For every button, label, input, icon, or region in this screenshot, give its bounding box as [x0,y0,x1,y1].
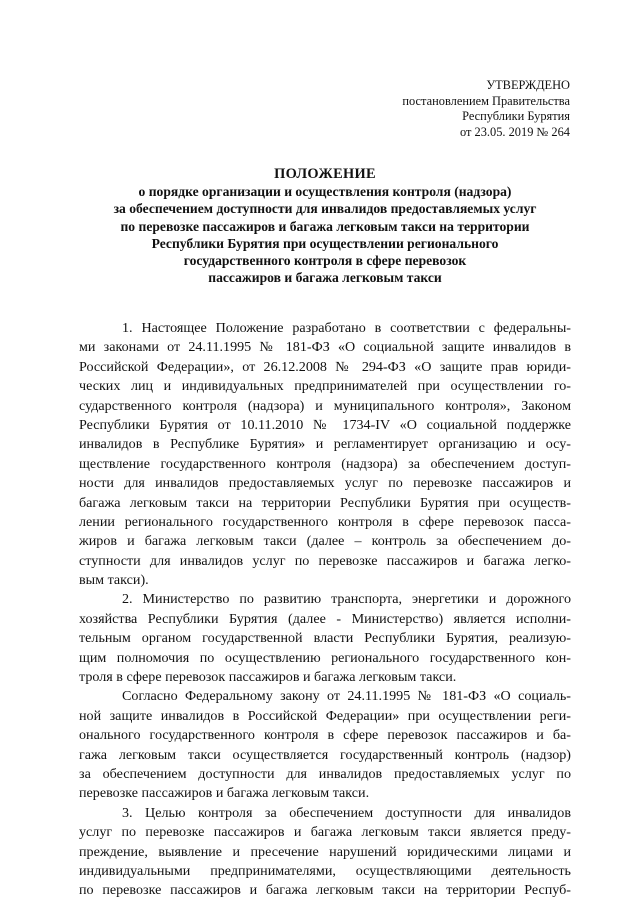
body-line: ми законами от 24.11.1995 № 181-ФЗ «О социальной защите инвалидов в [79,339,571,356]
body-line: тельным органом государственной власти Республики Бурятия, реализую- [79,630,571,647]
body-line: щим полномочия по осуществлению регионального государственного кон- [79,649,571,666]
body-line: 3. Целью контроля за обеспечением доступности для инвалидов [122,804,571,821]
body-line: индивидуальными предпринимателями, осуществляющими деятельность [79,862,571,879]
body-line: Согласно Федеральному закону от 24.11.1995 № 181-ФЗ «О социаль- [122,688,571,705]
title-line: государственного контроля в сфере перевозок [183,253,467,269]
body-line: Республики Бурятия от 10.11.2010 № 1734-IV «О социальной поддержке [79,416,571,433]
title-line: пассажиров и багажа легковым такси [208,270,442,286]
body-line: жиров и багажа легковым такси (далее – контроль за обеспечением до- [79,533,571,550]
body-line: инвалидов в Республике Бурятия» и регламентирует организацию и осу- [79,436,571,453]
body-line: багажа легковым такси на территории Республики Бурятия при осуществ- [79,494,571,511]
body-line: Российской Федерации», от 26.12.2008 № 294-ФЗ «О защите прав юриди- [79,358,571,375]
body-line: лении регионального государственного контроля в сфере перевозок пасса- [79,513,571,530]
body-line: 2. Министерство по развитию транспорта, энергетики и дорожного [122,591,571,608]
body-line: преждение, выявление и пресечение нарушений юридическими лицами и [79,843,571,860]
body-line: ной защите инвалидов в Российской Федерации» при осуществлении реги- [79,707,571,724]
title-line: за обеспечением доступности для инвалидов предоставляемых услуг [113,201,537,217]
approval-date-number: от 23.05. 2019 № 264 [459,124,570,139]
body-line: вым такси). [79,572,149,589]
approval-heading: УТВЕРЖДЕНО [486,78,570,92]
body-line: услуг по перевозке пассажиров и багажа легковым такси является преду- [79,824,571,841]
body-line: ности для инвалидов предоставляемых услуг по перевозке пассажиров и [79,475,571,492]
title-line: Республики Бурятия при осуществлении регионального [151,235,499,251]
body-line: по перевозке пассажиров и багажа легковым такси на территории Респуб- [79,882,571,899]
document-title [80,166,570,286]
body-line: гажа легковым такси осуществляется государственный контроль (надзор) [79,746,571,763]
body-line: ступности для инвалидов услуг по перевозке пассажиров и багажа легко- [79,552,571,569]
document-body [79,319,571,901]
body-line: 1. Настоящее Положение разработано в соответствии с федеральны- [122,320,571,336]
body-line: за обеспечением доступности для инвалидов предоставляемых услуг по [79,765,571,782]
body-line: ческих лиц и индивидуальных предпринимателей при осуществлении го- [79,378,571,395]
title-main: ПОЛОЖЕНИЕ [274,166,376,182]
body-line: перевозке пассажиров и багажа легковым такси. [79,785,370,802]
approval-authority: Республики Бурятия [462,109,570,124]
body-line: сударственного контроля (надзора) и муниципального контроля», Законом [79,397,571,414]
title-line: о порядке организации и осуществления контроля (надзора) [138,184,512,200]
approval-resolution: постановлением Правительства [402,93,570,108]
title-line: по перевозке пассажиров и багажа легковым такси на территории [120,218,530,234]
body-line: хозяйства Республики Бурятия (далее - Министерство) является исполни- [79,610,571,627]
body-line: онального государственного контроля в сфере перевозок пассажиров и ба- [79,727,571,744]
body-line: ществление государственного контроля (надзора) за обеспечением доступ- [79,455,571,472]
approval-stamp [402,78,570,140]
body-line: троля в сфере перевозок пассажиров и багажа легковым такси. [79,669,457,686]
